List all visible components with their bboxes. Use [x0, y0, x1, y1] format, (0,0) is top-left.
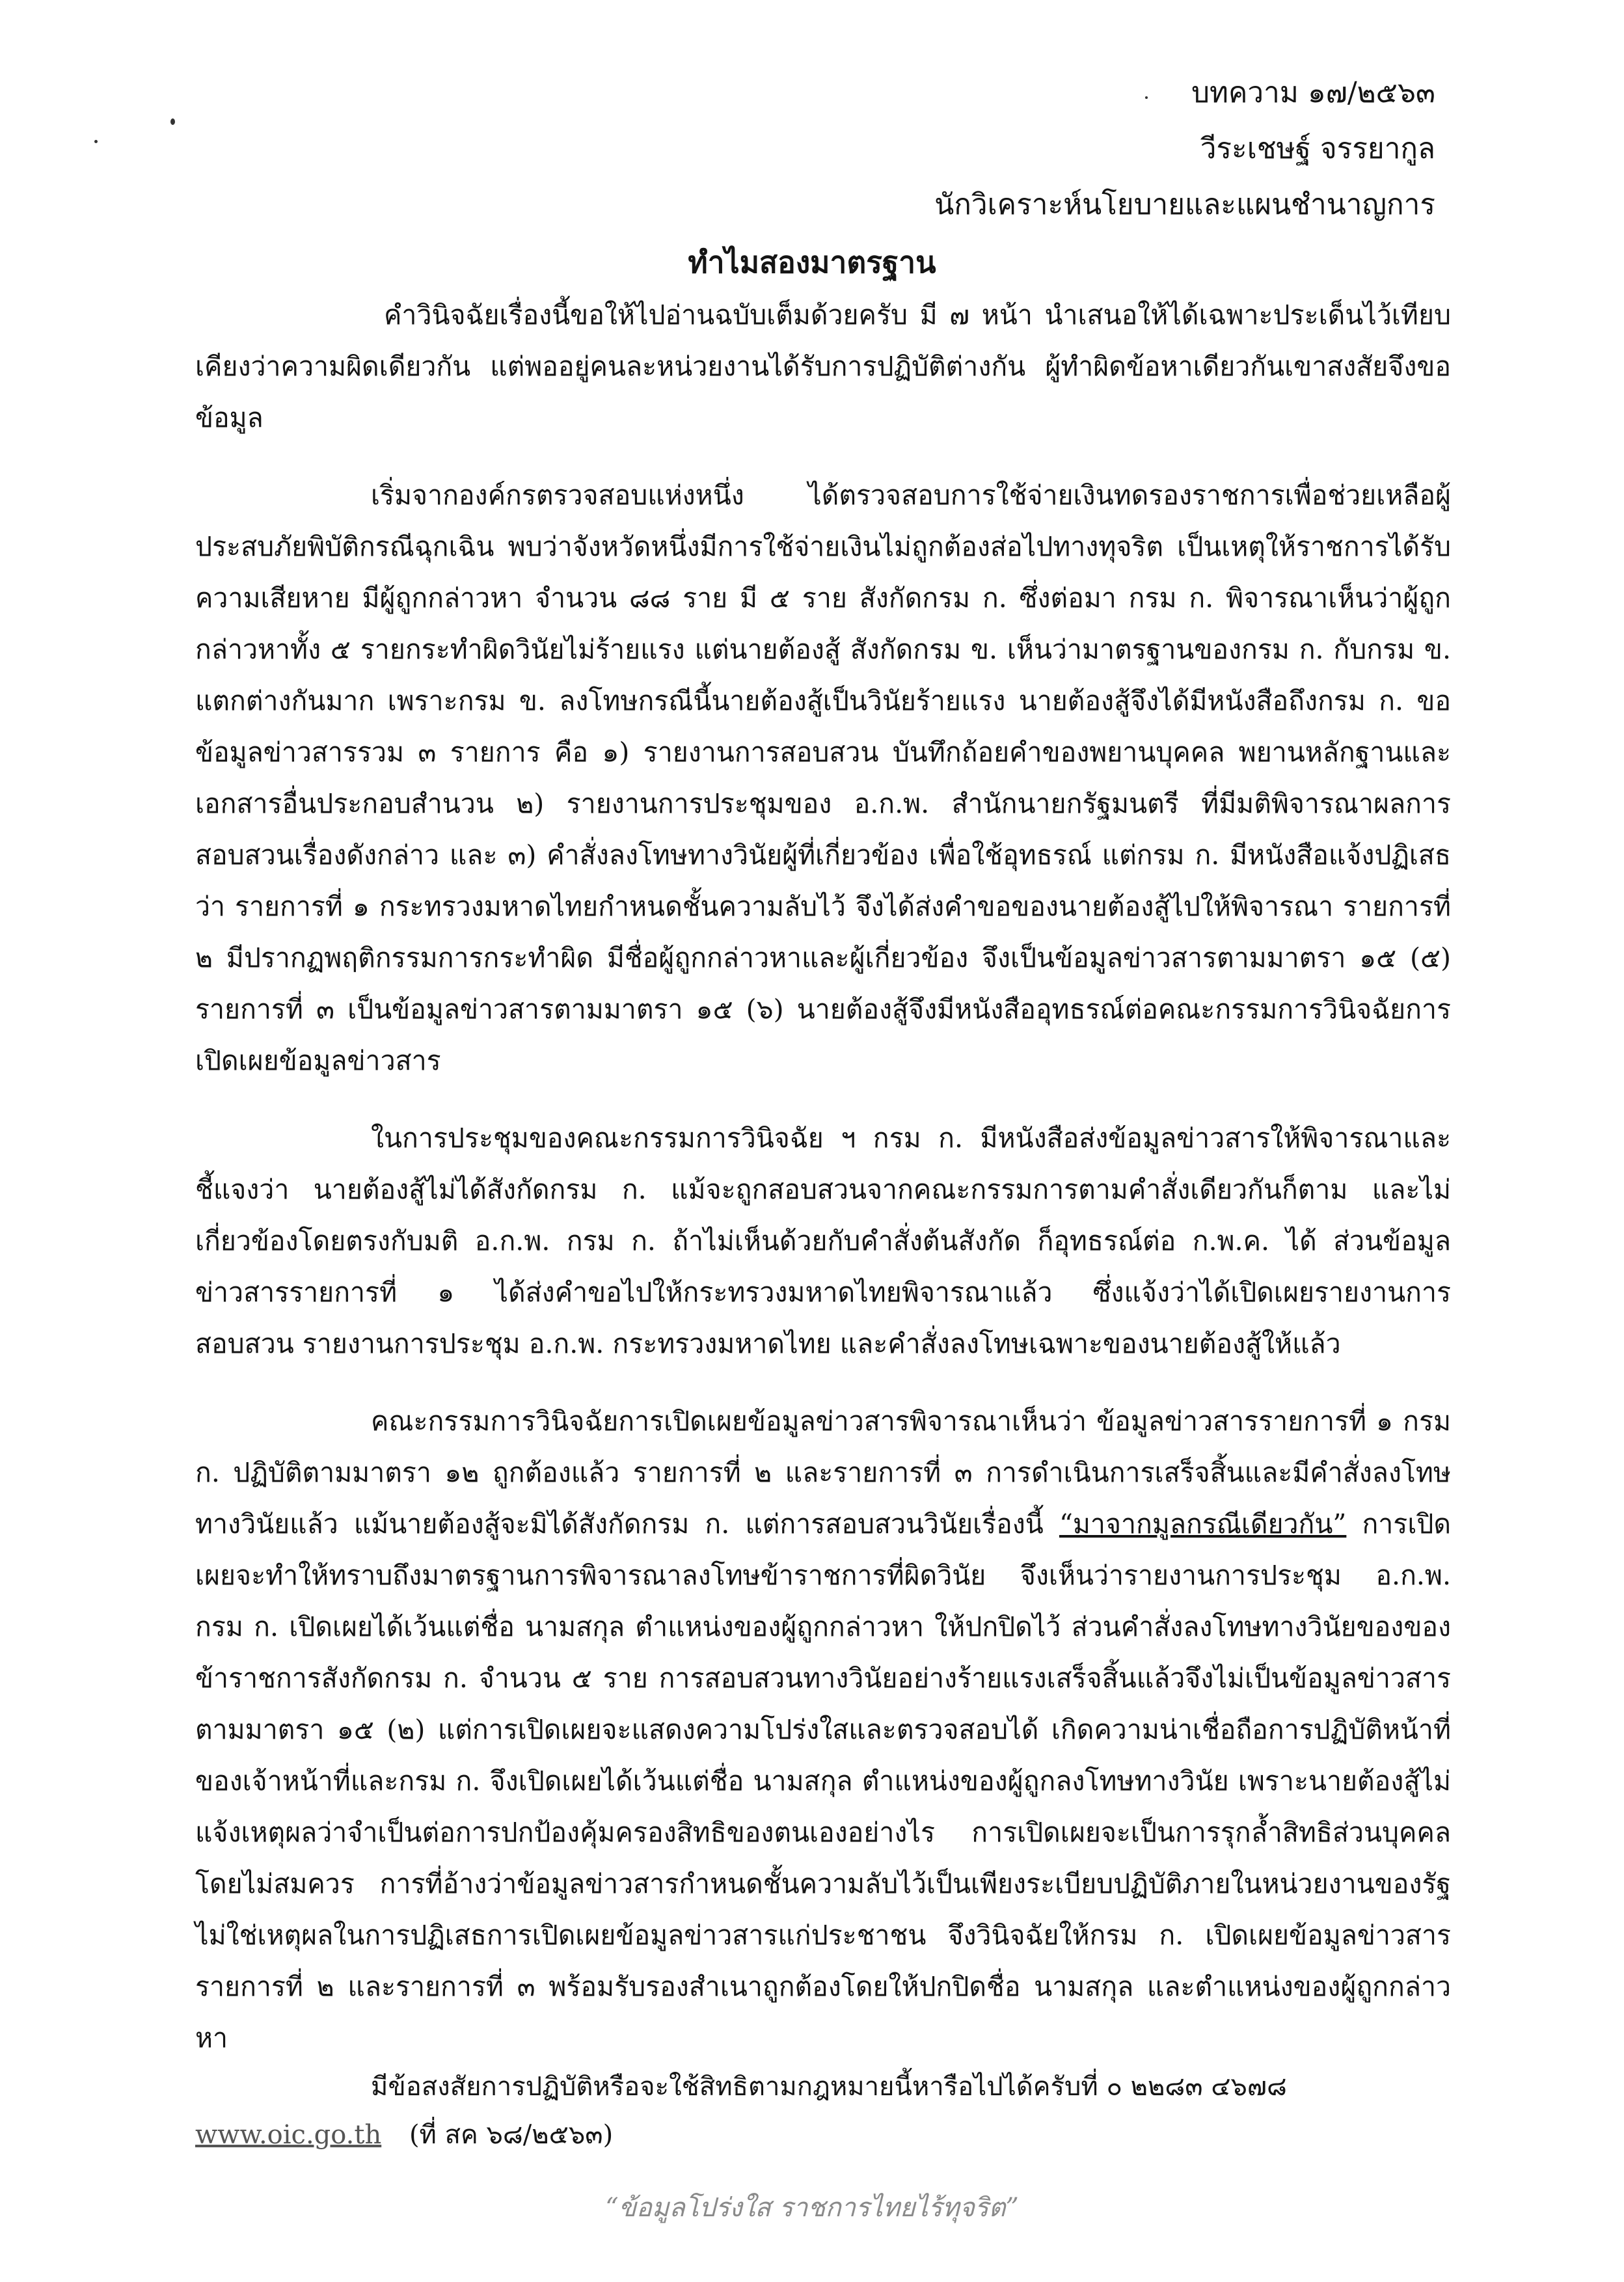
- contact-reference-line: [195, 2111, 1451, 2159]
- article-number: บทความ ๑๗/๒๕๖๓: [1191, 76, 1435, 109]
- author-position: นักวิเคราะห์นโยบายและแผนชำนาญการ: [934, 188, 1435, 221]
- reference-number: (ที่ สค ๖๘/๒๕๖๓): [409, 2120, 614, 2150]
- paragraph-background: เริ่มจากองค์กรตรวจสอบแห่งหนึ่ง ได้ตรวจสอบการใช้จ่ายเงินทดรองราชการเพื่อช่วยเหลือผู้ประสบภัยพิบัติกรณีฉุกเฉิน พบว่าจังหวัดหนึ่งมีการใช้จ่ายเงินไม่ถูกต้องส่อไปทางทุจริต เป็นเหตุให้ราชการได้รับความเสียหาย มีผู้ถูกกล่าวหา จำนวน ๘๘ ราย มี ๕ ราย สังกัดกรม ก. ซึ่งต่อมา กรม ก. พิจารณาเห็นว่าผู้ถูกกล่าวหาทั้ง ๕ รายกระทำผิดวินัยไม่ร้ายแรง แต่นายต้องสู้ สังกัดกรม ข. เห็นว่ามาตรฐานของกรม ก. กับกรม ข. แตกต่างกันมาก เพราะกรม ข. ลงโทษกรณีนี้นายต้องสู้เป็นวินัยร้ายแรง นายต้องสู้จึงได้มีหนังสือถึงกรม ก. ขอข้อมูลข่าวสารรวม ๓ รายการ คือ ๑) รายงานการสอบสวน บันทึกถ้อยคำของพยานบุคคล พยานหลักฐานและเอกสารอื่นประกอบสำนวน ๒) รายงานการประชุมของ อ.ก.พ. สำนักนายกรัฐมนตรี ที่มีมติพิจารณาผลการสอบสวนเรื่องดังกล่าว และ ๓) คำสั่งลงโทษทางวินัยผู้ที่เกี่ยวข้อง เพื่อใช้อุทธรณ์ แต่กรม ก. มีหนังสือแจ้งปฏิเสธว่า รายการที่ ๑ กระทรวงมหาดไทยกำหนดชั้นความลับไว้ จึงได้ส่งคำขอของนายต้องสู้ไปให้พิจารณา รายการที่ ๒ มีปรากฏพฤติกรรมการกระทำผิด มีชื่อผู้ถูกกล่าวหาและผู้เกี่ยวข้อง จึงเป็นข้อมูลข่าวสารตามมาตรา ๑๕ (๕) รายการที่ ๓ เป็นข้อมูลข่าวสารตามมาตรา ๑๕ (๖) นายต้องสู้จึงมีหนังสืออุทธรณ์ต่อคณะกรรมการวินิจฉัยการเปิดเผยข้อมูลข่าวสาร: [195, 480, 1451, 1076]
- scan-speck: [94, 140, 98, 143]
- emphasis-same-case: “มาจากมูลกรณีเดียวกัน”: [1059, 1508, 1347, 1540]
- contact-section: [195, 2063, 1451, 2159]
- article-body: [195, 290, 1451, 2081]
- paragraph-decision: [195, 1396, 1451, 2064]
- paragraph-meeting: ในการประชุมของคณะกรรมการวินิจฉัย ฯ กรม ก. มีหนังสือส่งข้อมูลข่าวสารให้พิจารณาและชี้แจงว่า นายต้องสู้ไม่ได้สังกัดกรม ก. แม้จะถูกสอบสวนจากคณะกรรมการตามคำสั่งเดียวกันก็ตาม และไม่เกี่ยวข้องโดยตรงกับมติ อ.ก.พ. กรม ก. ถ้าไม่เห็นด้วยกับคำสั่งต้นสังกัด ก็อุทธรณ์ต่อ ก.พ.ค. ได้ ส่วนข้อมูลข่าวสารรายการที่ ๑ ได้ส่งคำขอไปให้กระทรวงมหาดไทยพิจารณาแล้ว ซึ่งแจ้งว่าได้เปิดเผยรายงานการสอบสวน รายงานการประชุม อ.ก.พ. กระทรวงมหาดไทย และคำสั่งลงโทษเฉพาะของนายต้องสู้ให้แล้ว: [195, 1122, 1451, 1359]
- website-link[interactable]: www.oic.go.th: [195, 2120, 382, 2150]
- decision-text-b: การเปิดเผยจะทำให้ทราบถึงมาตรฐานการพิจารณาลงโทษข้าราชการที่ผิดวินัย จึงเห็นว่ารายงานการประชุม อ.ก.พ. กรม ก. เปิดเผยได้เว้นแต่ชื่อ นามสกุล ตำแหน่งของผู้ถูกกล่าวหา ให้ปกปิดไว้ ส่วนคำสั่งลงโทษทางวินัยของของข้าราชการสังกัดกรม ก. จำนวน ๕ ราย การสอบสวนทางวินัยอย่างร้ายแรงเสร็จสิ้นแล้วจึงไม่เป็นข้อมูลข่าวสารตามมาตรา ๑๕ (๒) แต่การเปิดเผยจะแสดงความโปร่งใสและตรวจสอบได้ เกิดความน่าเชื่อถือการปฏิบัติหน้าที่ของเจ้าหน้าที่และกรม ก. จึงเปิดเผยได้เว้นแต่ชื่อ นามสกุล ตำแหน่งของผู้ถูกลงโทษทางวินัย เพราะนายต้องสู้ไม่แจ้งเหตุผลว่าจำเป็นต่อการปกป้องคุ้มครองสิทธิของตนเองอย่างไร การเปิดเผยจะเป็นการรุกล้ำสิทธิส่วนบุคคลโดยไม่สมควร การที่อ้างว่าข้อมูลข่าวสารกำหนดชั้นความลับไว้เป็นเพียงระเบียบปฏิบัติภายในหน่วยงานของรัฐ ไม่ใช่เหตุผลในการปฏิเสธการเปิดเผยข้อมูลข่าวสารแก่ประชาชน จึงวินิจฉัยให้กรม ก. เปิดเผยข้อมูลข่าวสารรายการที่ ๒ และรายการที่ ๓ พร้อมรับรองสำเนาถูกต้องโดยให้ปกปิดชื่อ นามสกุล และตำแหน่งของผู้ถูกกล่าวหา: [195, 1508, 1451, 2054]
- decision-text-a: คณะกรรมการวินิจฉัยการเปิดเผยข้อมูลข่าวสารพิจารณาเห็นว่า ข้อมูลข่าวสารรายการที่ ๑ กรม ก. ปฏิบัติตามมาตรา ๑๒ ถูกต้องแล้ว รายการที่ ๒ และรายการที่ ๓ การดำเนินการเสร็จสิ้นและมีคำสั่งลงโทษทางวินัยแล้ว แม้นายต้องสู้จะมิได้สังกัดกรม ก. แต่การสอบสวนวินัยเรื่องนี้: [195, 1406, 1451, 1540]
- contact-line: มีข้อสงสัยการปฏิบัติหรือจะใช้สิทธิตามกฎหมายนี้หารือไปได้ครับที่ ๐ ๒๒๘๓ ๔๖๗๘: [371, 2072, 1287, 2102]
- article-header: [934, 65, 1435, 233]
- paragraph-intro: คำวินิจฉัยเรื่องนี้ขอให้ไปอ่านฉบับเต็มด้วยครับ มี ๗ หน้า นำเสนอให้ได้เฉพาะประเด็นไว้เทียบเคียงว่าความผิดเดียวกัน แต่พออยู่คนละหน่วยงานได้รับการปฏิบัติต่างกัน ผู้ทำผิดข้อหาเดียวกันเขาสงสัยจึงขอข้อมูล: [195, 299, 1451, 433]
- author-name: วีระเชษฐ์ จรรยากูล: [1200, 132, 1435, 165]
- scan-speck: [170, 118, 175, 125]
- document-title: ทำไมสองมาตรฐาน: [688, 245, 936, 280]
- motto-slogan: “ข้อมูลโปร่งใส ราชการไทยไร้ทุจริต”: [605, 2193, 1019, 2223]
